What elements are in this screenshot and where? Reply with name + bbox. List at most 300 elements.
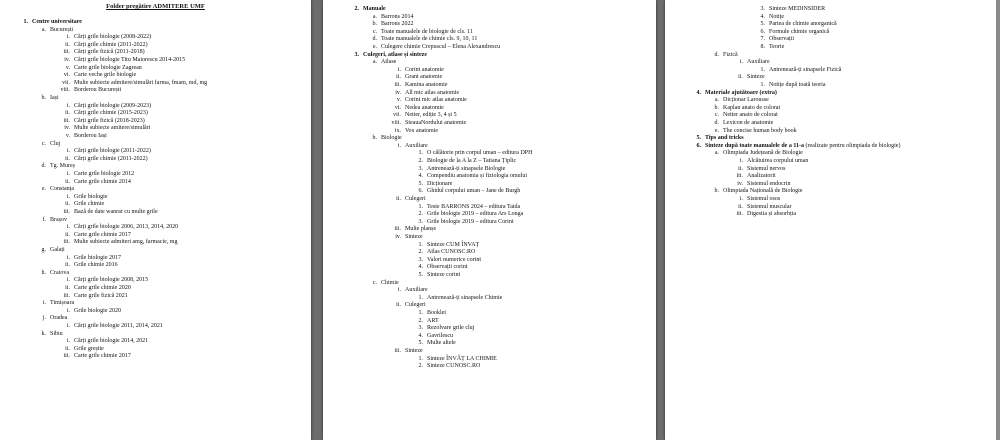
outline-marker: d. (714, 120, 719, 126)
outline-marker: 8. (760, 44, 765, 50)
outline-marker: iii. (394, 226, 401, 233)
outline-text: Gavrilescu (427, 332, 453, 339)
outline-marker: 5. (418, 272, 423, 278)
outline-marker: a. (41, 26, 46, 33)
outline-item (54, 179, 131, 186)
outline-text: Dicționar Larousse (723, 97, 769, 104)
outline-text: Compendiu anatomia și fiziologia omului (427, 173, 527, 180)
outline-item (54, 171, 134, 178)
outline-item (687, 143, 900, 150)
outline-text: SteauaNordului anatomie (405, 120, 467, 126)
outline-marker: 5. (696, 135, 701, 142)
outline-text: Grile biologie 2017 (74, 254, 121, 261)
outline-text: Sinteze după toate manualele de a 11-a (705, 142, 804, 149)
outline-marker: i. (66, 307, 70, 314)
outline-marker: a. (714, 97, 719, 104)
outline-text: Materiale ajutătoare (extra) (705, 89, 777, 96)
outline-marker: 1. (760, 66, 765, 73)
outline-item (365, 135, 402, 142)
outline-marker: i. (739, 196, 743, 202)
outline-item (385, 302, 426, 309)
outline-marker: ii. (65, 178, 70, 185)
outline-text: Sinteze ÎNVĂȚ LA CHIMIE (427, 355, 497, 362)
outline-text: Lexicon de anatomie (723, 120, 774, 126)
outline-marker: iii. (394, 348, 401, 354)
outline-text: Corint anatomie (405, 66, 444, 73)
outline-item (411, 264, 468, 271)
outline-text: Antrenează-ți sinapsele Chimie (427, 294, 503, 301)
outline-item (34, 141, 60, 148)
outline-text: Netter, ediție 3, 4 și 5 (405, 112, 457, 119)
outline-marker: 6. (418, 188, 423, 195)
outline-item (385, 74, 442, 81)
outline-text: Biologie (381, 135, 402, 142)
outline-marker: a. (372, 59, 377, 66)
outline-item (54, 148, 151, 155)
outline-text: Olimpiada Județeană de Biologie (723, 150, 803, 157)
outline-marker: iv. (64, 57, 70, 63)
outline-item (54, 110, 148, 117)
outline-text: Constanța (50, 186, 74, 193)
outline-text: O călătorie prin corpul uman – editura DPH (427, 150, 533, 157)
outline-text: Cărți grile biologie (2011-2022) (74, 148, 151, 155)
outline-item (385, 120, 466, 127)
outline-item (411, 150, 532, 157)
outline-marker: c. (714, 112, 719, 119)
document-page-2 (323, 0, 656, 440)
outline-marker: a. (372, 13, 377, 20)
outline-item (707, 97, 769, 104)
outline-text: Grile greșite (74, 345, 104, 352)
outline-marker: ii. (65, 201, 70, 208)
outline-item (727, 196, 780, 203)
outline-item (727, 74, 765, 81)
outline-text: Teorie (769, 44, 785, 50)
outline-item (345, 6, 386, 13)
outline-marker: i. (66, 148, 70, 155)
outline-marker: ii. (65, 41, 70, 48)
outline-item (54, 255, 121, 262)
outline-marker: 3. (354, 51, 359, 58)
outline-item (727, 173, 776, 180)
outline-item (385, 128, 438, 135)
outline-text: Carte grile biologie 2012 (74, 171, 135, 177)
outline-item (385, 234, 423, 241)
outline-item (54, 285, 131, 292)
outline-text: Ghidul corpului uman – Jane de Burgh (427, 188, 521, 195)
outline-text: Sistemul muscular (747, 203, 792, 210)
outline-marker: vii. (393, 112, 401, 119)
outline-marker: i. (66, 323, 70, 329)
outline-text: Toate manualele de biologie de cls. 11 (381, 28, 473, 35)
outline-item (34, 247, 65, 254)
outline-marker: i. (397, 66, 401, 73)
outline-marker: vi. (394, 104, 401, 111)
outline-item (753, 44, 784, 51)
outline-item (411, 219, 513, 226)
outline-item (385, 143, 428, 150)
outline-text: Borderou București (74, 87, 122, 94)
outline-item (54, 353, 131, 360)
outline-text: Brașov (50, 216, 67, 223)
outline-item (54, 65, 142, 72)
outline-text: Barrons 2014 (381, 13, 414, 20)
outline-marker: ii. (65, 110, 70, 117)
outline-marker: iii. (63, 117, 70, 124)
outline-text: Sistemul nervos (747, 165, 786, 172)
outline-marker: 6. (696, 142, 701, 149)
outline-marker: v. (396, 97, 401, 104)
outline-item (727, 211, 796, 218)
outline-marker: 2. (418, 211, 423, 218)
outline-item (54, 308, 121, 315)
outline-marker: g. (41, 247, 46, 253)
outline-text: Tg. Mureș (50, 163, 75, 170)
outline-text: Nedea anatomie (405, 104, 444, 111)
outline-marker: d. (372, 36, 377, 43)
outline-marker: viii. (391, 120, 401, 126)
outline-item (34, 300, 74, 307)
outline-marker: 4. (760, 13, 765, 20)
outline-marker: ii. (738, 74, 743, 81)
outline-item (411, 325, 474, 332)
outline-marker: 4. (696, 89, 701, 96)
outline-marker: 5. (760, 21, 765, 28)
outline-marker: 1. (418, 241, 423, 248)
outline-marker: v. (65, 133, 70, 139)
outline-item (54, 49, 145, 56)
outline-marker: iv. (737, 180, 743, 187)
outline-text: Teste BARRONS 2024 – editura Taida (427, 203, 521, 210)
outline-marker: ii. (65, 155, 70, 162)
outline-marker: i. (739, 158, 743, 164)
outline-text: Kaplan anato de colorat (723, 104, 781, 111)
outline-text: Antrenează-ți sinapsele Biologie (427, 165, 506, 172)
outline-text: Sistemul osos (747, 196, 781, 202)
outline-text: Corint mic atlas anatomie (405, 97, 467, 104)
outline-text: Multe planșe (405, 226, 437, 233)
outline-marker: 1. (418, 310, 423, 316)
outline-item (365, 14, 414, 21)
outline-marker: 2. (418, 158, 423, 164)
outline-text: Booklet (427, 310, 446, 316)
outline-marker: ii. (65, 262, 70, 269)
outline-text: Cărți grile chimie (2011-2022) (74, 155, 148, 162)
outline-text: Cluj (50, 140, 61, 147)
outline-text: Multe subiecte admitere/simulări farma, fmam, md, mg (74, 79, 208, 86)
outline-marker: i. (739, 59, 743, 66)
outline-item (365, 44, 500, 51)
outline-text: Partea de chimie anorganică (769, 21, 837, 28)
outline-marker: 1. (418, 355, 423, 362)
outline-item (54, 42, 148, 49)
outline-marker: ii. (65, 285, 70, 291)
outline-item (34, 217, 67, 224)
outline-item (753, 14, 784, 21)
outline-item (411, 211, 523, 218)
outline-text: Netter anato de colorat (723, 112, 778, 119)
outline-text: Notițe (769, 13, 784, 20)
outline-item (54, 72, 136, 79)
outline-item (753, 67, 841, 74)
outline-marker: i. (66, 171, 70, 177)
outline-item (385, 196, 426, 203)
outline-text: Carte veche grile biologie (74, 72, 137, 79)
outline-text: Rezolvare grile cluj (427, 325, 475, 332)
outline-item (411, 356, 497, 363)
outline-marker: 1. (23, 19, 28, 25)
outline-marker: 1. (418, 294, 423, 301)
outline-marker: 1. (760, 82, 765, 88)
outline-text: Carte grile chimie 2017 (74, 353, 131, 360)
outline-marker: 4. (418, 173, 423, 180)
outline-text: Cărți grile biologie Titu Maiorescu 2014-2015 (74, 57, 186, 63)
outline-item (707, 128, 797, 135)
outline-text: Multe altele (427, 340, 456, 347)
outline-text: ART (427, 317, 439, 324)
outline-text: Analizatorii (747, 173, 776, 180)
outline-marker: 7. (760, 36, 765, 43)
outline-marker: i. (66, 224, 70, 231)
outline-item (727, 158, 808, 165)
outline-marker: 2. (418, 249, 423, 256)
outline-text: Grile biologie (74, 193, 108, 200)
outline-marker: viii. (60, 87, 70, 94)
outline-marker: i. (397, 287, 401, 294)
outline-item (54, 232, 131, 239)
outline-text: Cărți grile fizică (2018-2023) (74, 117, 145, 124)
outline-item (54, 293, 128, 300)
outline-text: Olimpiada Națională de Biologie (723, 188, 803, 195)
outline-text: Sistemul endocrin (747, 180, 791, 187)
outline-marker: 5. (418, 180, 423, 187)
outline-text: Carte grile chimie 2017 (74, 231, 131, 238)
outline-text: Atlas CUNOSC.RO (427, 249, 476, 256)
outline-marker: c. (41, 140, 46, 147)
outline-item (411, 363, 480, 370)
outline-item (411, 249, 475, 256)
outline-item (385, 112, 457, 119)
outline-marker: 3. (418, 165, 423, 172)
outline-item (411, 257, 481, 264)
outline-text: Auxiliare (747, 59, 770, 66)
outline-marker: 3. (418, 218, 423, 225)
outline-text: Sinteze MEDINSIDER (769, 6, 826, 12)
outline-item (727, 181, 791, 188)
outline-item (707, 188, 802, 195)
outline-item (753, 36, 794, 43)
outline-text: Grile chimie 2016 (74, 262, 118, 269)
outline-text: Antrenează-ți sinapsele Fizică (769, 66, 842, 73)
outline-text: Cărți grile biologie 2008, 2015 (74, 277, 149, 284)
outline-text: Digestia și absorbția (747, 211, 796, 218)
outline-text: Multe subiecte amitere/simulări (74, 125, 151, 132)
outline-marker: iv. (395, 234, 401, 240)
outline-text: Borderou Iași (74, 133, 107, 139)
outline-marker: e. (372, 44, 377, 50)
outline-marker: j. (42, 315, 46, 322)
outline-item (54, 338, 148, 345)
outline-item (753, 82, 825, 89)
outline-item (385, 287, 428, 294)
outline-item (411, 318, 439, 325)
outline-marker: ii. (65, 345, 70, 352)
outline-item (54, 125, 150, 132)
outline-item (54, 201, 104, 208)
outline-item (727, 204, 792, 211)
outline-marker: i. (397, 142, 401, 149)
outline-item (54, 323, 163, 330)
outline-item (753, 29, 829, 36)
outline-marker: 5. (418, 340, 423, 347)
outline-item (385, 67, 444, 74)
outline-marker: 2. (418, 317, 423, 324)
outline-text: Cărți grile chimie (2011-2022) (74, 41, 148, 48)
outline-item (54, 103, 151, 110)
outline-marker: 4. (418, 264, 423, 271)
outline-marker: 4. (418, 332, 423, 339)
outline-marker: k. (41, 330, 46, 337)
outline-marker: d. (714, 51, 719, 58)
outline-marker: a. (714, 150, 719, 157)
outline-item (707, 150, 803, 157)
outline-item (365, 280, 399, 287)
outline-marker: 1. (418, 203, 423, 210)
outline-text: Manuale (363, 6, 386, 12)
outline-text: Atlase (381, 59, 397, 66)
outline-item (411, 333, 453, 340)
outline-item (34, 270, 69, 277)
outline-item (54, 156, 148, 163)
outline-marker: 3. (418, 325, 423, 332)
outline-marker: i. (42, 300, 46, 307)
outline-marker: iii. (736, 173, 743, 180)
outline-marker: iii. (63, 209, 70, 215)
outline-text: Cărți grile biologie (2008-2022) (74, 34, 152, 41)
outline-item (411, 310, 446, 317)
outline-item (54, 34, 151, 41)
outline-marker: i. (66, 102, 70, 109)
outline-text: Sinteze CUNOSC.RO (427, 363, 481, 370)
outline-text: Cărți grile chimie (2015-2023) (74, 110, 148, 117)
outline-item (54, 80, 207, 87)
outline-text: Auxiliare (405, 142, 428, 149)
outline-marker: iii. (736, 211, 743, 218)
outline-marker: iii. (63, 239, 70, 246)
outline-text: Formule chimie organică (769, 28, 830, 35)
outline-text: Grile biologie 2019 – editura Ars Longa (427, 211, 524, 218)
outline-marker: ii. (65, 231, 70, 238)
outline-marker: iv. (395, 89, 401, 96)
outline-text: Carte grile chimie 2020 (74, 285, 131, 291)
outline-text: Cărți grile biologie 2014, 2021 (74, 338, 149, 345)
outline-marker: vii. (62, 79, 70, 86)
outline-item (14, 19, 82, 26)
outline-text: Culegeri, atlase și sinteze (363, 51, 427, 58)
outline-marker: b. (714, 104, 719, 111)
outline-marker: ii. (738, 165, 743, 172)
outline-item (385, 226, 436, 233)
outline-marker: ii. (396, 196, 401, 202)
outline-text: Dicționare (427, 180, 453, 187)
outline-text: Oradea (50, 315, 68, 322)
outline-text: Toate manualele de chimie cls. 9, 10, 11 (381, 36, 478, 43)
outline-text: Tips and tricks (705, 135, 744, 142)
outline-text: Fizică (723, 51, 738, 58)
outline-text: Carte grile chimie 2014 (74, 178, 131, 185)
outline-marker: b. (372, 135, 377, 142)
outline-item (365, 59, 396, 66)
outline-text: Grile biologie 2019 – editura Corint (427, 218, 514, 225)
outline-text: Kamina anatomie (405, 82, 448, 88)
outline-text: Valori numerice corint (427, 256, 481, 263)
outline-text: Sinteze (405, 348, 423, 354)
outline-marker: i. (66, 254, 70, 261)
outline-text: Culegeri (405, 196, 426, 202)
outline-text: Chimie (381, 279, 399, 286)
outline-item (385, 90, 459, 97)
outline-text: Craiova (50, 269, 69, 276)
outline-item (411, 242, 479, 249)
outline-text: Alcătuirea corpului uman (747, 158, 809, 164)
outline-text: Timișoara (50, 300, 75, 307)
outline-item (54, 224, 178, 231)
outline-text: Sinteze corint (427, 272, 461, 278)
outline-marker: e. (41, 186, 46, 193)
outline-item (411, 166, 505, 173)
outline-text: Galați (50, 247, 65, 253)
outline-marker: 1. (418, 150, 423, 157)
outline-text: Carte grile fizică 2021 (74, 292, 128, 299)
outline-text: Auxiliare (405, 287, 428, 294)
outline-item (411, 158, 516, 165)
outline-text: Multe subiecte admiteri amg, farmacie, mg (74, 239, 178, 246)
outline-item (34, 163, 75, 170)
outline-text: Observații corint (427, 264, 468, 271)
outline-text: Cărți grile fizică (2011-2018) (74, 49, 145, 56)
outline-text: Carte grile biologie Zagrean (74, 64, 142, 71)
outline-marker: ix. (394, 127, 401, 134)
outline-text: Cărți grile biologie 2006, 2013, 2014, 2020 (74, 224, 179, 231)
outline-marker: h. (41, 269, 46, 276)
outline-item (707, 105, 780, 112)
outline-item (753, 21, 837, 28)
outline-item (385, 97, 467, 104)
outline-item (411, 181, 452, 188)
outline-marker: d. (41, 163, 46, 170)
outline-item (365, 29, 473, 36)
outline-marker: 3. (418, 256, 423, 263)
outline-text: București (50, 26, 73, 33)
document-page-3 (665, 0, 1000, 440)
vertical-scrollbar[interactable] (996, 0, 1000, 440)
document-page-1 (0, 0, 311, 440)
outline-item (54, 133, 107, 140)
outline-text: Culegere chimie Crepuscul – Elena Alexandrescu (381, 44, 501, 50)
outline-marker: iii. (63, 49, 70, 56)
outline-text: Culegeri (405, 302, 426, 309)
outline-item (411, 295, 502, 302)
outline-item (687, 90, 777, 97)
outline-text: Grant anatomie (405, 74, 443, 81)
outline-item (385, 82, 447, 89)
outline-marker: 3. (760, 6, 765, 12)
outline-marker: i. (66, 277, 70, 284)
outline-marker: ii. (396, 302, 401, 309)
outline-item (707, 112, 778, 119)
outline-item (411, 173, 527, 180)
outline-marker: b. (714, 188, 719, 195)
